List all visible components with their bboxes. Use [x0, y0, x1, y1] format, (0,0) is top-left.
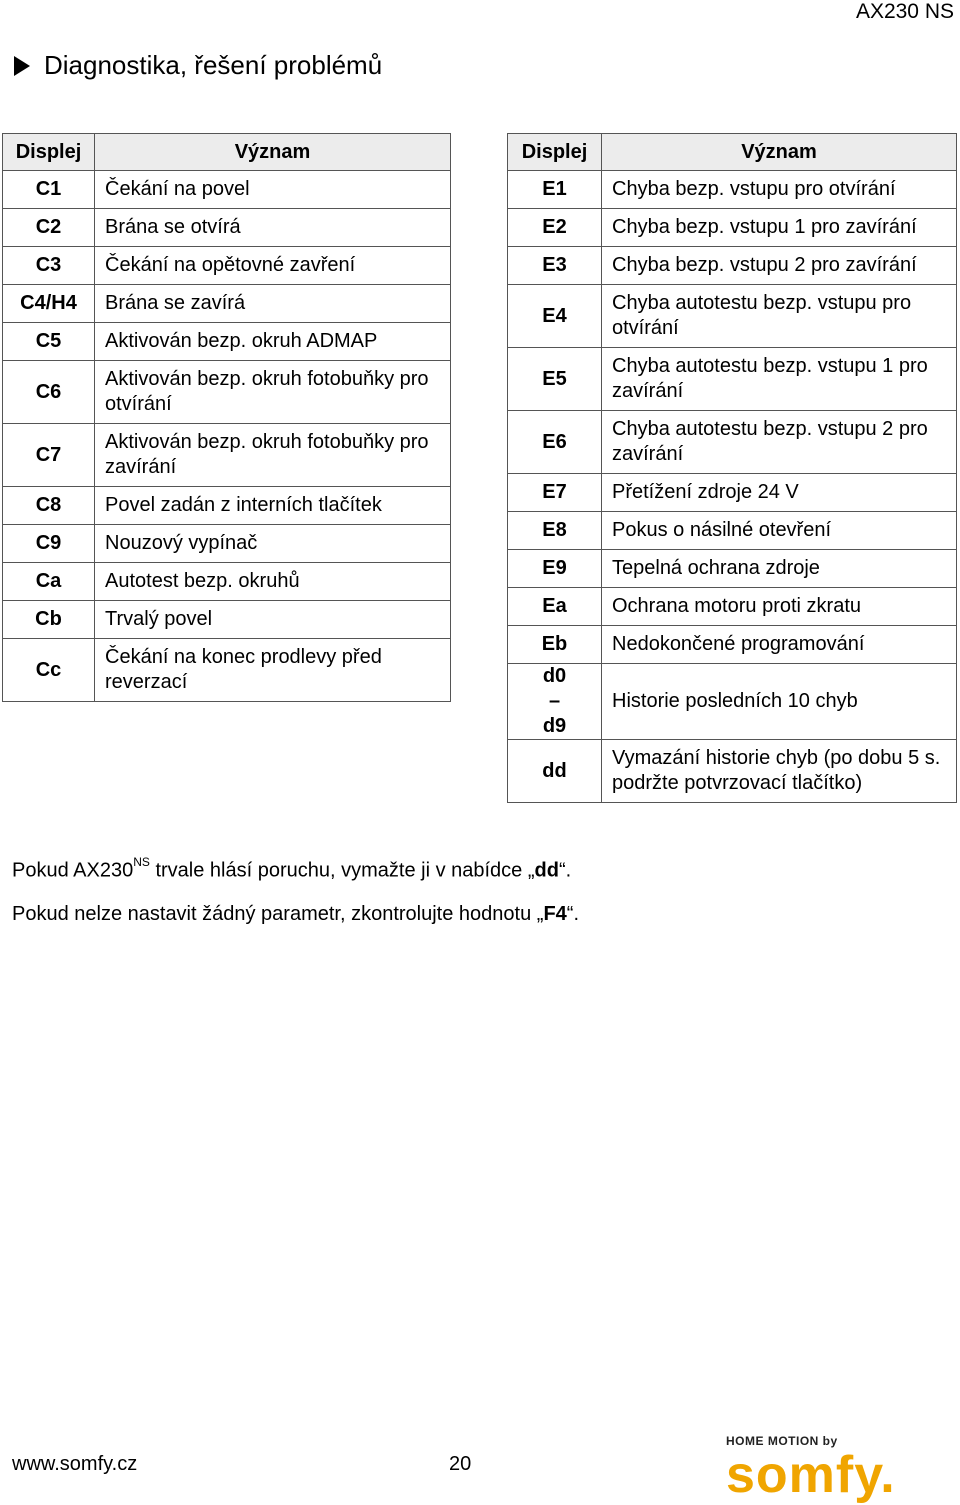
meaning-cell: Nedokončené programování [602, 626, 957, 664]
meaning-cell: Nouzový vypínač [95, 525, 451, 563]
meaning-cell: Čekání na konec prodlevy před reverzací [95, 639, 451, 702]
product-name: AX230 NS [855, 0, 954, 23]
meaning-cell: Chyba bezp. vstupu 2 pro zavírání [602, 247, 957, 285]
meaning-cell: Pokus o násilné otevření [602, 512, 957, 550]
meaning-cell: Ochrana motoru proti zkratu [602, 588, 957, 626]
meaning-cell: Chyba bezp. vstupu 1 pro zavírání [602, 209, 957, 247]
triangle-bullet-icon [14, 56, 30, 76]
display-codes-table [2, 133, 451, 702]
meaning-cell: Brána se otvírá [95, 209, 451, 247]
table-row [508, 512, 957, 550]
meaning-cell: Aktivován bezp. okruh fotobuňky pro otvírání [95, 361, 451, 424]
table-row [3, 563, 451, 601]
section-title-text: Diagnostika, řešení problémů [44, 50, 383, 80]
table-row [508, 664, 957, 740]
table-row [3, 487, 451, 525]
meaning-cell: Přetížení zdroje 24 V [602, 474, 957, 512]
table-row [508, 740, 957, 803]
code-cell: E6 [508, 411, 602, 474]
code-cell: C9 [3, 525, 95, 563]
code-cell: dd [508, 740, 602, 803]
code-cell: C6 [3, 361, 95, 424]
code-cell: E8 [508, 512, 602, 550]
table-row [3, 424, 451, 487]
meaning-cell: Historie posledních 10 chyb [602, 664, 957, 740]
table-row [508, 588, 957, 626]
code-cell: E3 [508, 247, 602, 285]
code-cell: C8 [3, 487, 95, 525]
code-cell: Cc [3, 639, 95, 702]
meaning-cell: Čekání na povel [95, 171, 451, 209]
logo-wordmark: somfy. [726, 1446, 896, 1504]
somfy-logo [726, 1434, 916, 1502]
code-cell: E4 [508, 285, 602, 348]
table-row [3, 323, 451, 361]
code-cell: E2 [508, 209, 602, 247]
code-cell: C3 [3, 247, 95, 285]
table-row [3, 361, 451, 424]
table-row [3, 247, 451, 285]
table-row [3, 525, 451, 563]
logo-tagline: HOME MOTION by [726, 1434, 838, 1448]
meaning-cell: Čekání na opětovné zavření [95, 247, 451, 285]
meaning-cell: Chyba bezp. vstupu pro otvírání [602, 171, 957, 209]
table-row [3, 209, 451, 247]
code-cell: C5 [3, 323, 95, 361]
code-cell: Cb [3, 601, 95, 639]
table-row [508, 348, 957, 411]
code-cell: Ca [3, 563, 95, 601]
table-row [3, 601, 451, 639]
column-header-display: Displej [3, 134, 95, 171]
table-row [3, 171, 451, 209]
section-title [14, 50, 382, 81]
meaning-cell: Vymazání historie chyb (po dobu 5 s. podržte potvrzovací tlačítko) [602, 740, 957, 803]
meaning-cell: Trvalý povel [95, 601, 451, 639]
code-cell: C4/H4 [3, 285, 95, 323]
code-cell: C7 [3, 424, 95, 487]
meaning-cell: Aktivován bezp. okruh ADMAP [95, 323, 451, 361]
meaning-cell: Chyba autotestu bezp. vstupu pro otvírání [602, 285, 957, 348]
code-cell: Ea [508, 588, 602, 626]
code-cell: E7 [508, 474, 602, 512]
note-check-parameter: Pokud nelze nastavit žádný parametr, zkontrolujte hodnotu „F4“. [12, 903, 579, 925]
table-row [508, 285, 957, 348]
table-row [508, 411, 957, 474]
table-row [3, 285, 451, 323]
column-header-display: Displej [508, 134, 602, 171]
table-row [3, 639, 451, 702]
table-row [508, 209, 957, 247]
meaning-cell: Brána se zavírá [95, 285, 451, 323]
note-clear-fault: Pokud $AX230^{NS}$ trvale hlásí poruchu, vymažte ji v nabídce „dd“. [12, 855, 572, 882]
meaning-cell: Tepelná ochrana zdroje [602, 550, 957, 588]
table-row [508, 474, 957, 512]
meaning-cell: Chyba autotestu bezp. vstupu 1 pro zavírání [602, 348, 957, 411]
code-cell: Eb [508, 626, 602, 664]
meaning-cell: Autotest bezp. okruhů [95, 563, 451, 601]
error-codes-table [507, 133, 957, 803]
table-row [508, 550, 957, 588]
table-row [508, 626, 957, 664]
code-cell: E1 [508, 171, 602, 209]
meaning-cell: Aktivován bezp. okruh fotobuňky pro zavírání [95, 424, 451, 487]
code-cell: E5 [508, 348, 602, 411]
column-header-meaning: Význam [602, 134, 957, 171]
code-cell: C1 [3, 171, 95, 209]
meaning-cell: Chyba autotestu bezp. vstupu 2 pro zavírání [602, 411, 957, 474]
meaning-cell: Povel zadán z interních tlačítek [95, 487, 451, 525]
code-cell: C2 [3, 209, 95, 247]
table-row [508, 247, 957, 285]
table-row [508, 171, 957, 209]
code-cell: d0 – d9 [508, 664, 602, 740]
footer-website: www.somfy.cz [12, 1453, 138, 1475]
code-cell: E9 [508, 550, 602, 588]
page-number: 20 [449, 1453, 472, 1475]
column-header-meaning: Význam [95, 134, 451, 171]
